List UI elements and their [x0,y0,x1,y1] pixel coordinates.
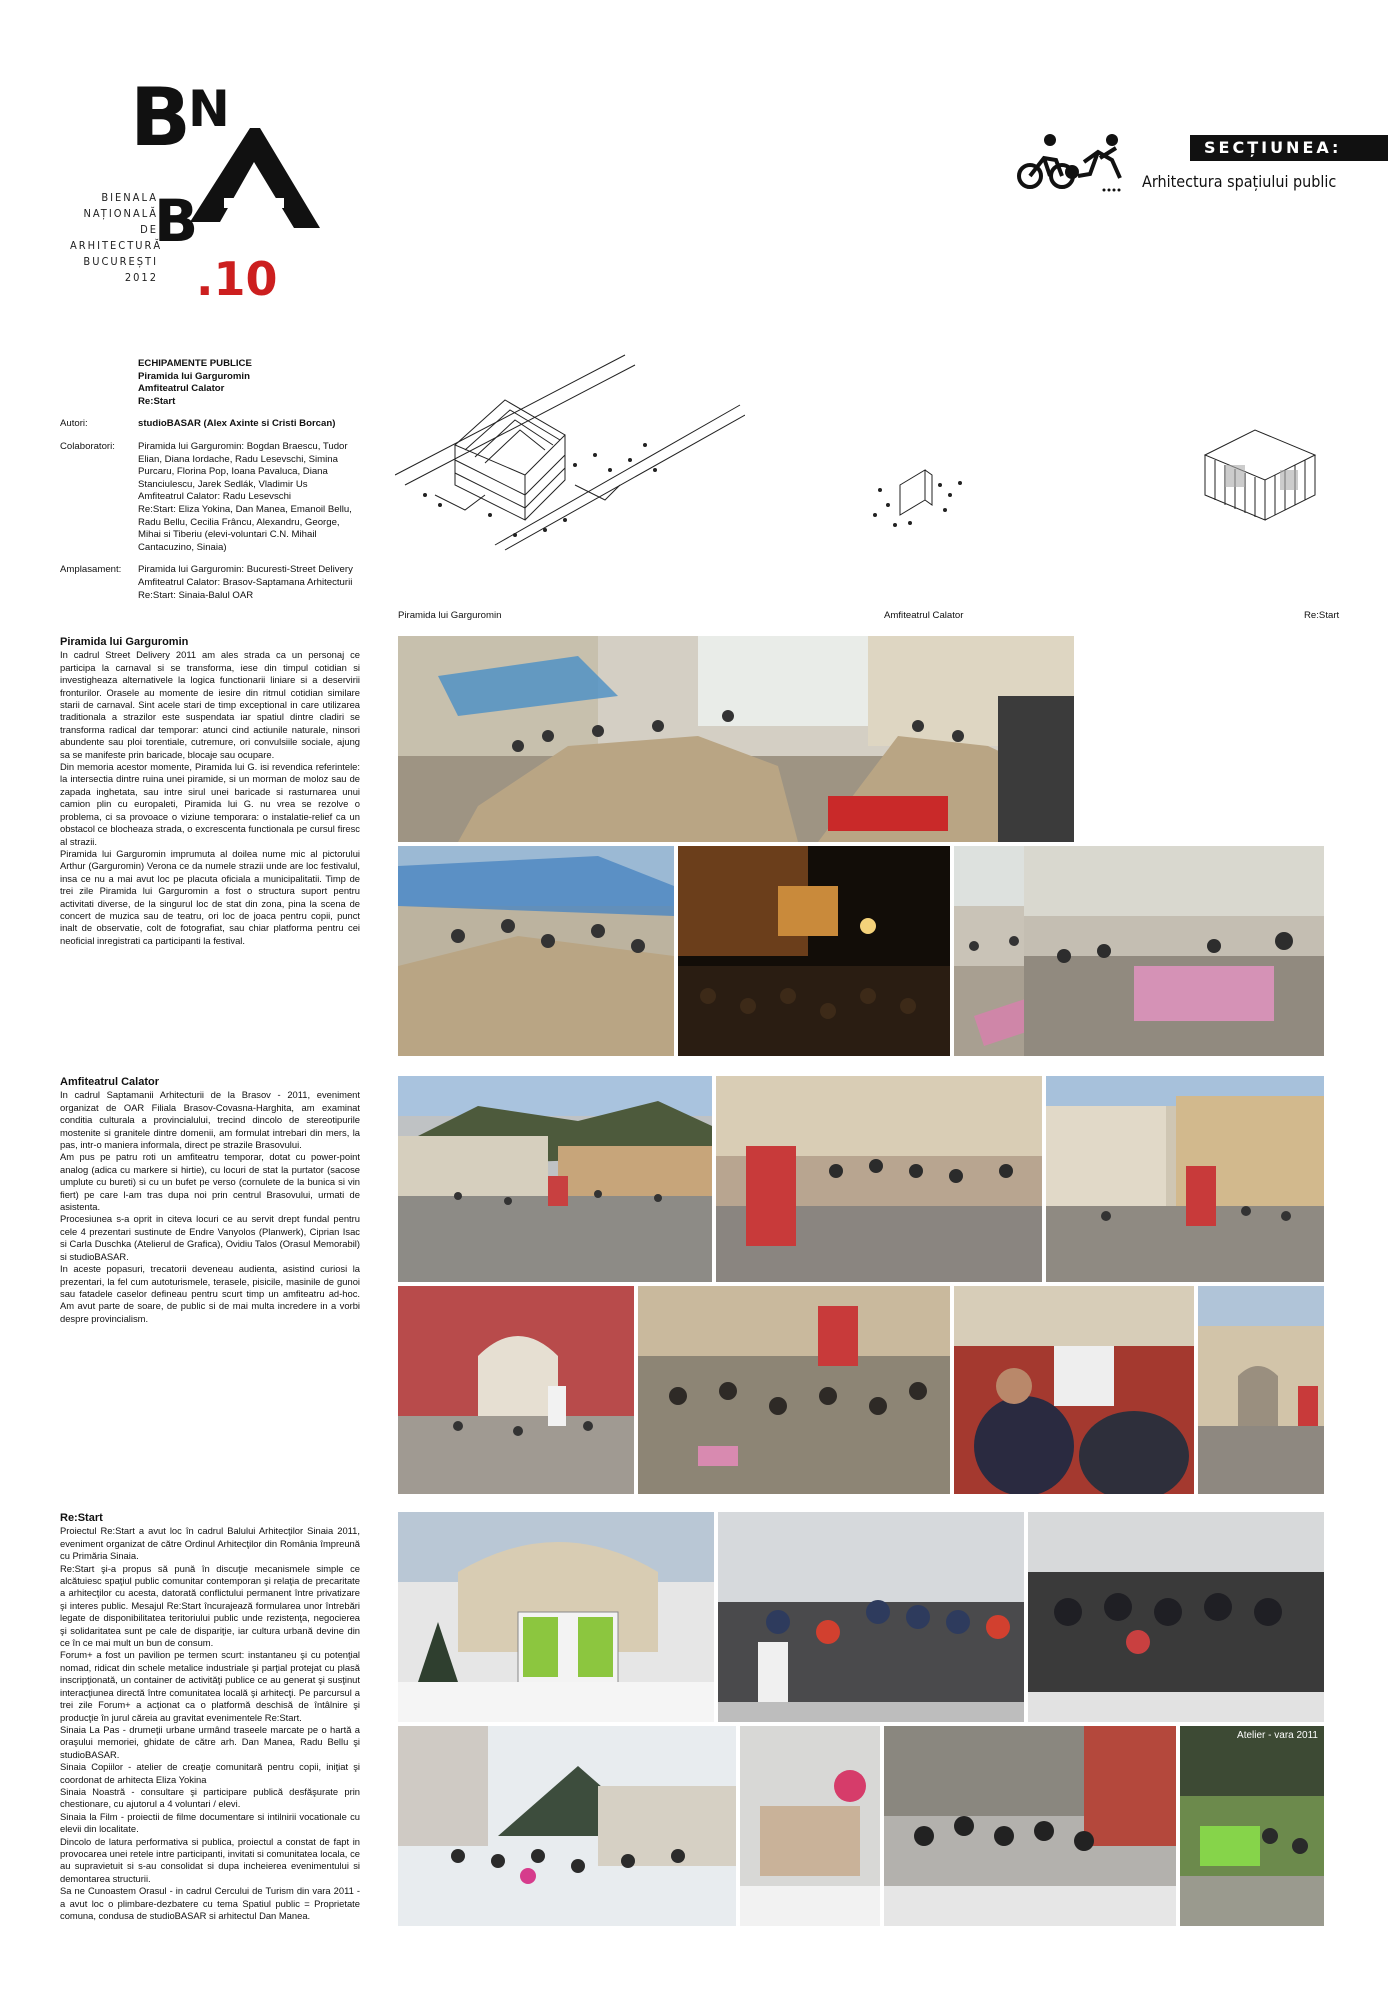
paragraph: Sa ne Cunoastem Orasul - in cadrul Cercului de Turism din vara 2011 - a avut loc o plimbare-dezbatere cu tema Spatiul public = Proprietate comuna, condusa de studioBASAR si arhitectul Dan Manea. [60,1885,360,1921]
logo-letter-b1: B [130,71,191,164]
section-label: SECȚIUNEA: [1190,135,1388,161]
logo-line: NAȚIONALĂ [83,207,158,220]
paragraph: Dincolo de latura performativa si publica, proiectul a constat de fapt in provocarea unei retele intre participanti, invitati si comunitatea locala, ce au supravietuit si s-au consolidat si dupa incheierea evenimentului si demontarea structurii. [60,1835,360,1884]
credit-row-collaborators [60,441,360,554]
photo-amphitheatre-square [398,1076,712,1282]
photo-amphitheatre-buildings [1046,1076,1324,1282]
text-section-restart [60,1512,360,1922]
logo-text [70,190,163,286]
amphitheatre-axonometric-drawing [870,455,970,530]
logo-letter-b2: B [154,187,199,255]
photo-amphitheatre-arcade [398,1286,634,1494]
photo-amphitheatre-arcade-street [1198,1286,1324,1494]
drawing-caption-restart: Re:Start [1304,610,1340,621]
paragraph: Am pus pe patru roti un amfiteatru temporar, dotat cu power-point analog (adica cu markere si hirtie), cu locuri de stat la purtator (sacose umplute cu bureti) si cu un bufet pe verso (cornulete de la bunica si vin fiert) pe care l-am tras dupa noi prin centrul Brasovului, urmati de asistenta. [60,1151,360,1213]
photo-pyramid-people [398,846,674,1056]
photo-caption-atelier: Atelier - vara 2011 [1237,1730,1318,1741]
section-title: Arhitectura spațiului public [1142,172,1337,191]
section-heading: Amfiteatrul Calator [60,1076,160,1088]
project-title: Re:Start [138,395,176,407]
project-credits [60,358,360,602]
photo-restart-atelier [1180,1726,1324,1926]
logo [60,70,340,310]
photo-restart-walk [884,1726,1176,1926]
project-title: Amfiteatrul Calator [138,383,225,395]
logo-line: 2012 [124,271,158,284]
photo-pyramid-crowd [1024,846,1324,1056]
photo-amphitheatre-audience [638,1286,950,1494]
logo-line: DE [140,223,158,236]
paragraph: Procesiunea s-a oprit in citeva locuri ce au servit drept fundal pentru cele 4 prezentari sustinute de Endre Vanyolos (Planwerk), Ciprian Isac si Carla Duschka (Atelierul de Grafica), Ovidiu Talos (Orasul Memorabil) si studioBASAR. [60,1213,360,1262]
logo-line: ARHITECTURĂ [70,239,163,252]
paragraph: Proiectul Re:Start a avut loc în cadrul Balului Arhitecţilor Sinaia 2011, eveniment organizat de către Ordinul Arhitecţilor din România împreună cu Primăria Sinaia. [60,1525,360,1562]
cyclist-runner-icon [1016,132,1136,194]
drawing-caption-amphitheatre: Amfiteatrul Calator [884,610,964,621]
logo-letter-n: N [188,80,230,138]
photo-restart-pavilion [398,1512,714,1722]
restart-pavilion-axonometric-drawing [1195,425,1325,530]
section-heading: Piramida lui Garguromin [60,636,189,648]
paragraph: Din memoria acestor momente, Piramida lui G. isi revendica referintele: la intersectia dintre ruina unei piramide, si un morman de moloz sau de zapada inghetata, sau intre sirul unei baricade si rasturnarea unui camion plin cu europaleti, Piramida lui G. nu vrea se rezolve o problema, ci sa provoace o viziune temporara: o instalatie-relief ca un obstacol ce blocheaza strada, o excrescenta functionala pe cursul firesc al strazii. [60,761,360,847]
text-section-pyramid [60,636,360,947]
paragraph: Piramida lui Garguromin imprumuta al doilea nume mic al pictorului Arthur (Garguromin) Verona ce da numele strazii unde are loc festivalul, insa ce nu a mai avut loc pe placuta oficiala a municipalitatii. Timp de trei zile Piramida lui Garguromin a fost o structura suport pentru activitati diverse, de la singurul loc de stat din zona, pina la scena de concert de muzica sau de teatru, ori loc de joaca pentru copii, punct inalt de observatie, colt de fotografiat, sau chiar platforma pentru cei neoficial inregistrati ca participanti la festival. [60,847,360,946]
pyramid-axonometric-drawing [395,345,745,555]
project-title: Piramida lui Garguromin [138,370,250,382]
paragraph: In cadrul Saptamanii Arhitecturii de la Brasov - 2011, eveniment organizat de OAR Filiala Brasov-Covasna-Harghita, am examinat conditia culturala a provincialului, trecind dincolo de stereotipurile mostenite si granitele dintre domenii, am formulat intrebari din mers, la pas, intr-o maniera informala, direct pe strazile Brasovului. [60,1089,360,1151]
photo-pyramid-street [398,636,1074,842]
photo-restart-workshop [740,1726,880,1926]
credit-label: Colaboratori: [60,440,115,452]
section-heading: Re:Start [60,1512,103,1524]
drawing-caption-pyramid: Piramida lui Garguromin [398,610,502,621]
photo-restart-audience [718,1512,1024,1722]
photo-restart-snowy-street [398,1726,736,1926]
paragraph: Forum+ a fost un pavilion pe termen scurt: instantaneu şi cu potenţial nomad, ridicat din schele metalice industriale şi parţial protejat cu plasă inscripţionată, un container de activităţi publice ce au generat şi susţinut interacţiunea directă între comunitatea locală şi arhitecţi. Pe parcursul a trei zile Forum+ a acţionat ca o platformă deschisă de întâlnire şi producţie în jurul căreia au gravitat evenimentele Re:Start. [60,1649,360,1723]
photo-amphitheatre-street [716,1076,1042,1282]
paragraph: Sinaia Noastră - consultare şi participare publică desfăşurate prin chestionare, cu ajutorul a 4 voluntari / elevi. [60,1785,360,1810]
photo-restart-crowd-tent [1028,1512,1324,1722]
logo-line: BUCUREȘTI [83,255,158,268]
logo-line: BIENALA [101,191,158,204]
credit-value: Piramida lui Garguromin: Bucuresti-Street Delivery Amfiteatrul Calator: Brasov-Saptamana Arhitecturii Re:Start: Sinaia-Balul OAR [138,564,353,601]
credit-label: Autori: [60,418,88,430]
photo-pyramid-night [678,846,950,1056]
photo-amphitheatre-presentation [954,1286,1194,1494]
credit-row-location [60,564,360,602]
paragraph: In aceste popasuri, trecatorii deveneau audienta, asistind curiosi la prezentari, la fel cum autoturismele, terasele, pisicile, masinile de gunoi sau fatadele caselor defineau pentru scurt timp un amfiteatru ad-hoc. Am avut parte de soare, de public si de mai multa incredere in a vorbi despre provincialism. [60,1263,360,1324]
paragraph: Sinaia La Pas - drumeţii urbane urmând traseele marcate pe o hartă a oraşului memoriei, ghidate de către arh. Dan Manea, Radu Bellu şi studioBASAR. [60,1723,360,1760]
logo-edition: .10 [196,252,278,306]
credit-label: Amplasament: [60,564,122,576]
text-section-amphitheatre [60,1076,360,1325]
paragraph: Sinaia la Film - proiectii de filme documentare si intilnirii vocationale cu elevii din localitate. [60,1810,360,1835]
credit-value: studioBASAR (Alex Axinte si Cristi Borcan) [138,418,336,430]
paragraph: Sinaia Copiilor - atelier de creaţie comunitară pentru copii, iniţiat şi coordonat de arhitecta Eliza Yokina [60,1761,360,1785]
project-titles [138,358,360,408]
paragraph: In cadrul Street Delivery 2011 am ales strada ca un personaj ce participa la carnaval si se transforma, iese din timpul cotidian si investigheaza alternativele la logica functionarii liniare si a deservirii fronturilor. Orasele au momente de iesire din ritmul cotidian similare starii de carnaval. Sint acele stari de timp exceptional in care utilizarea traditionala a strazilor este suspendata iar spatiul dintre cladiri se transforma radical dar temporar: atunci cind actiunile naturale, ninsori abundente sau ploi torentiale, cutremure, ori convulsiile sociale, ajung sa se manifeste prin baricade, blocaje sau ocupare. [60,649,360,760]
credit-value: Piramida lui Garguromin: Bogdan Braescu, Tudor Elian, Diana Iordache, Radu Lesevschi, Simina Purcaru, Florina Pop, Ioana Pavaluca, Diana Stanciulescu, Jarek Sedlák, Vladimir Us Amfiteatrul Calator: Radu Lesevschi Re:Start: Eliza Yokina, Dan Manea, Emanoil Bellu, Radu Bellu, Cecilia Frâncu, Alexandru, George, Mihai si Tiberiu (elevi-voluntari C.N. Mihail Cantacuzino, Sinaia) [138,440,352,553]
credit-row-authors [60,418,360,431]
paragraph: Re:Start şi-a propus să pună în discuţie mecanismele simple ce alcătuiesc spaţiul public comunitar contemporan şi relaţia de precaritate a arhitecţilor cu acesta, datorată conflictului permanent între privatizare şi interes public. Mesajul Re:Start încurajează formularea unor întrebări legate de disponibilitatea teritoriului public unde rezistenţa, negocierea şi solidaritatea sunt pe cale de dispariţie, iar cultura urbană devine din ce în ce mai mult un bun de consum. [60,1562,360,1649]
project-category: ECHIPAMENTE PUBLICE [138,358,252,369]
